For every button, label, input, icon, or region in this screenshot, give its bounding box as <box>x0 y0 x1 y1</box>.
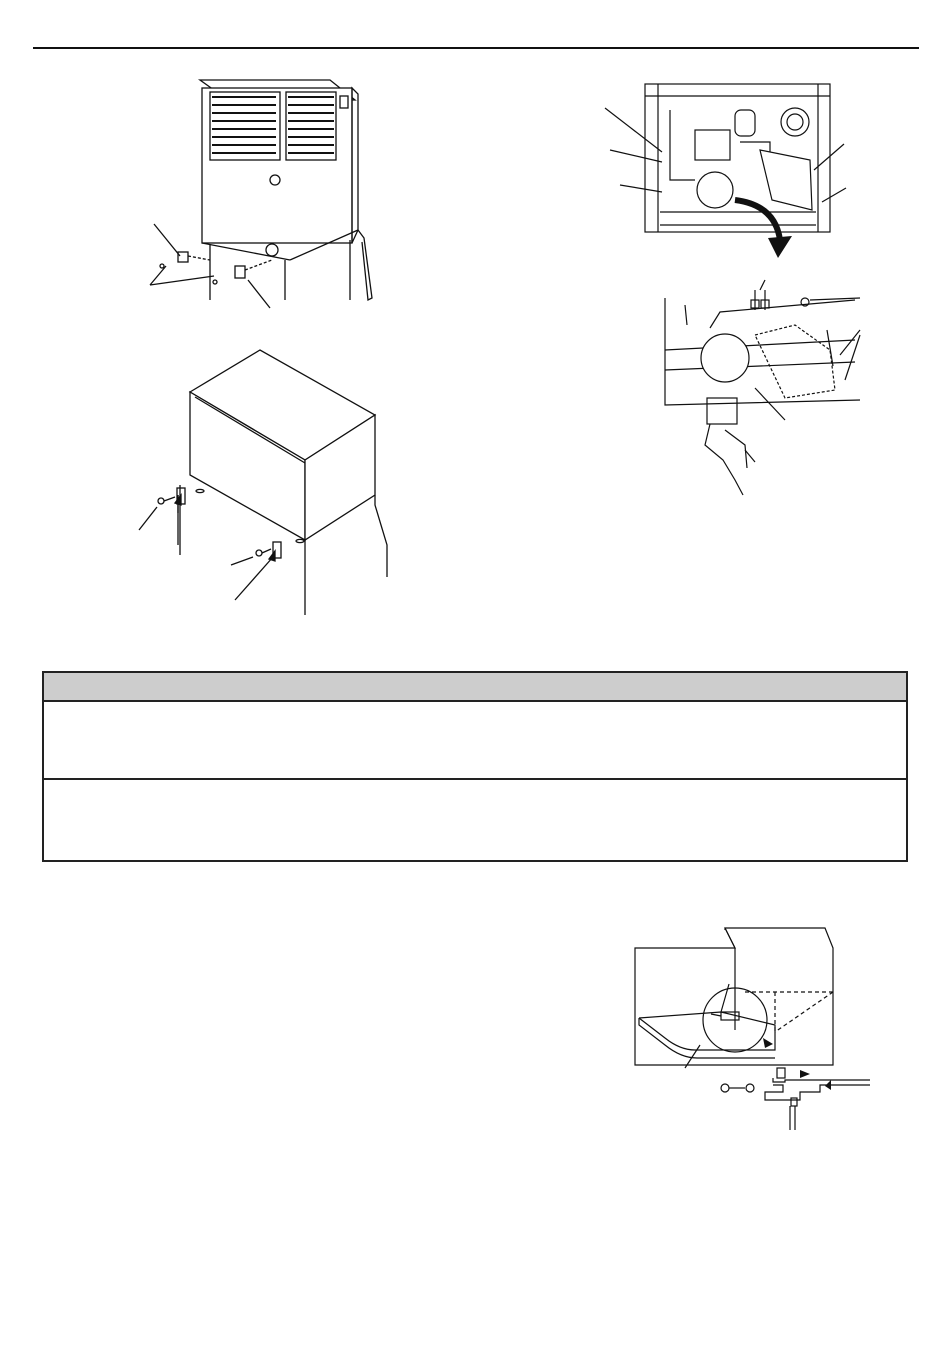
table-row <box>44 780 906 860</box>
top-kit-illustration <box>135 345 395 625</box>
notice-table <box>42 671 908 862</box>
top-rule <box>33 47 919 49</box>
compressor-detail-illustration <box>655 270 865 500</box>
compressor-compartment-illustration <box>600 80 850 260</box>
bin-baffle-illustration <box>625 920 885 1135</box>
icemaker-rear-illustration <box>140 70 380 310</box>
table-row <box>44 702 906 780</box>
table-header <box>44 673 906 702</box>
